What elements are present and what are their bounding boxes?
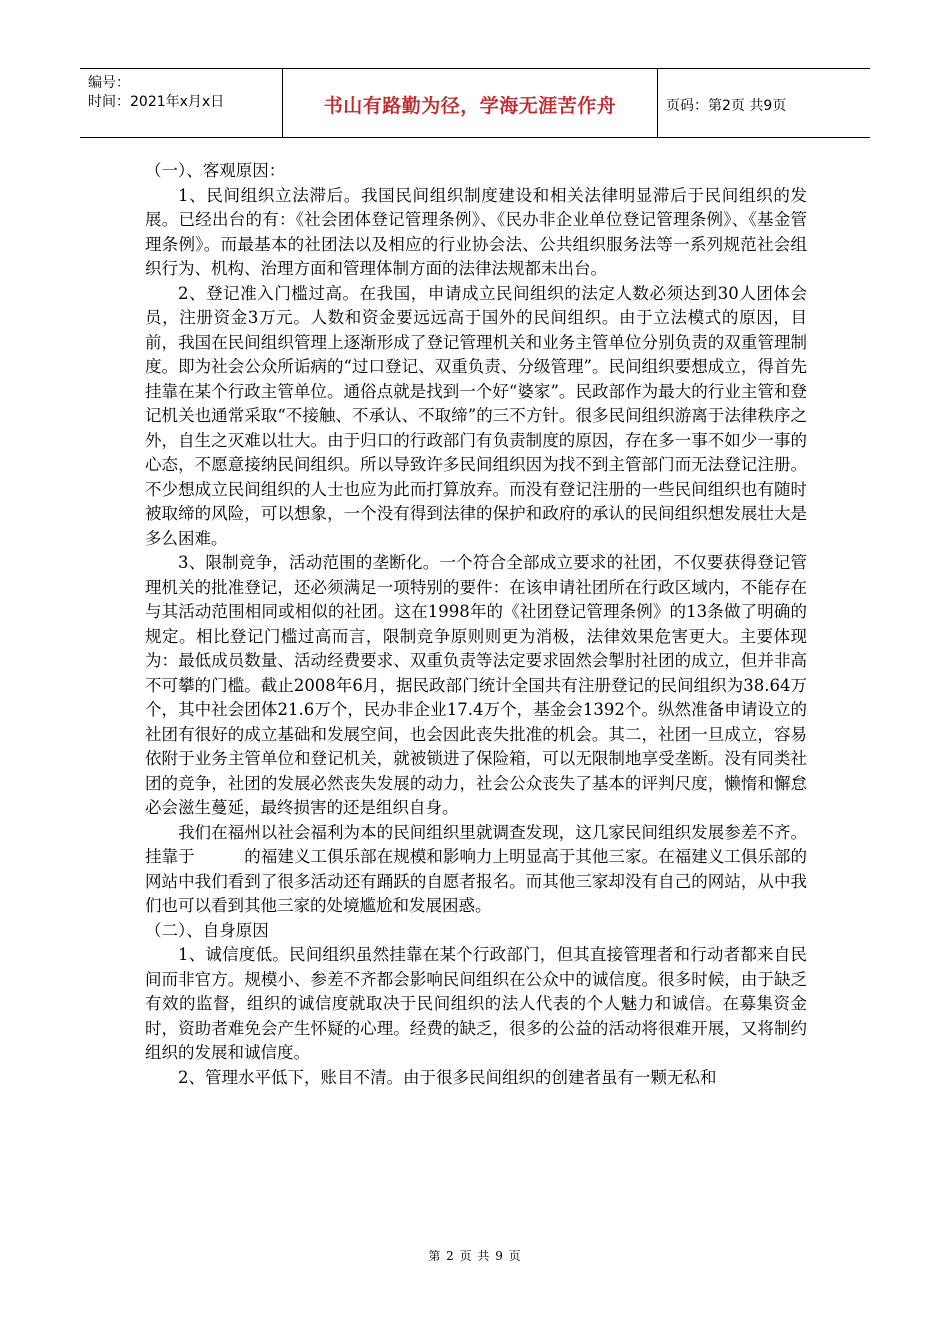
- page-footer: 第 2 页 共 9 页: [428, 1249, 522, 1263]
- section-heading-objective: （一）、客观原因：: [145, 161, 286, 180]
- section-heading-internal: （二）、自身原因: [145, 920, 269, 940]
- document-body: [145, 159, 807, 1090]
- document-time-label: 时间：2021年x月x日: [88, 94, 225, 110]
- page-header: [80, 68, 870, 138]
- document-number-label: 编号：: [88, 75, 130, 91]
- paragraph-competition-restriction: 3、限制竞争，活动范围的垄断化。一个符合全部成立要求的社团，不仅要获得登记管理机关的批准登记，还必须满足一项特别的要件：在该申请社团所在行政区域内，不能存在与其活动范围相同或相似的社团。这在1998年的《社团登记管理条例》的13条做了明确的规定。相比登记门槛过高而言，限制竞争原则则更为消极，法律效果危害更大。主要体现为：最低成员数量、活动经费要求、双重负责等法定要求固然会掣肘社团的成立，但并非高不可攀的门槛。截止2008年6月，据民政部门统计全国共有注册登记的民间组织为38.64万个，其中社会团体21.6万个，民办非企业17.4万个，基金会1392个。纵然准备申请设立的社团有很好的成立基础和发展空间，也会因此丧失批准的机会。其二，社团一旦成立，容易依附于业务主管单位和登记机关，就被锁进了保险箱，可以无限制地享受垄断。没有同类社团的竞争，社团的发展必然丧失发展的动力，社会公众丧失了基本的评判尺度，懒惰和懈怠必会滋生蔓延，最终损害的还是组织自身。: [145, 553, 807, 817]
- paragraph-legislation-lag: 1、民间组织立法滞后。我国民间组织制度建设和相关法律明显滞后于民间组织的发展。已经出台的有：《社会团体登记管理条例》、《民办非企业单位登记管理条例》、《基金管理条例》。而最基本的社团法以及相应的行业协会法、公共组织服务法等一系列规范社会组织行为、机构、治理方面和管理体制方面的法律法规都未出台。: [145, 185, 807, 278]
- header-motto: 书山有路勤为径，学海无涯苦作舟: [323, 95, 617, 117]
- paragraph-registration-threshold: 2、登记准入门槛过高。在我国，申请成立民间组织的法定人数必须达到30人团体会员，注册资金3万元。人数和资金要远远高于国外的民间组织。由于立法模式的原因，目前，我国在民间组织管理上逐渐形成了登记管理机关和业务主管单位分别负责的双重管理制度。即为社会公众所诟病的“过口登记、双重负责、分级管理”。民间组织要想成立，得首先挂靠在某个行政主管单位。通俗点就是找到一个好“婆家”。民政部作为最大的行业主管和登记机关也通常采取“不接触、不承认、不取缔”的三不方针。很多民间组织游离于法律秩序之外，自生之灭难以壮大。由于归口的行政部门有负责制度的原因，存在多一事不如少一事的心态，不愿意接纳民间组织。所以导致许多民间组织因为找不到主管部门而无法登记注册。不少想成立民间组织的人士也应为此而打算放弃。而没有登记注册的一些民间组织也有随时被取缔的风险，可以想象，一个没有得到法律的保护和政府的承认的民间组织想发展壮大是多么困难。: [145, 283, 807, 548]
- paragraph-fuzhou-survey: 我们在福州以社会福利为本的民间组织里就调查发现，这几家民间组织发展参差不齐。挂靠于 的福建义工俱乐部在规模和影响力上明显高于其他三家。在福建义工俱乐部的网站中我们看到了很多活动还有踊跃的自愿者报名。而其他三家却没有自己的网站，从中我们也可以看到其他三家的处境尴尬和发展困惑。: [145, 822, 807, 915]
- paragraph-poor-management: 2、管理水平低下，账目不清。由于很多民间组织的创建者虽有一颗无私和: [178, 1067, 717, 1087]
- header-motto-cell: [283, 69, 658, 137]
- paragraph-low-credibility: 1、诚信度低。民间组织虽然挂靠在某个行政部门，但其直接管理者和行动者都来自民间而非官方。规模小、参差不齐都会影响民间组织在公众中的诚信度。很多时候，由于缺乏有效的监督，组织的诚信度就取决于民间组织的法人代表的个人魅力和诚信。在募集资金时，资助者难免会产生怀疑的心理。经费的缺乏，很多的公益的活动将很难开展，又将制约组织的发展和诚信度。: [145, 945, 807, 1062]
- header-page-cell: [658, 69, 870, 137]
- header-page-number: 页码：第2页 共9页: [666, 98, 787, 114]
- header-meta-cell: [80, 69, 283, 137]
